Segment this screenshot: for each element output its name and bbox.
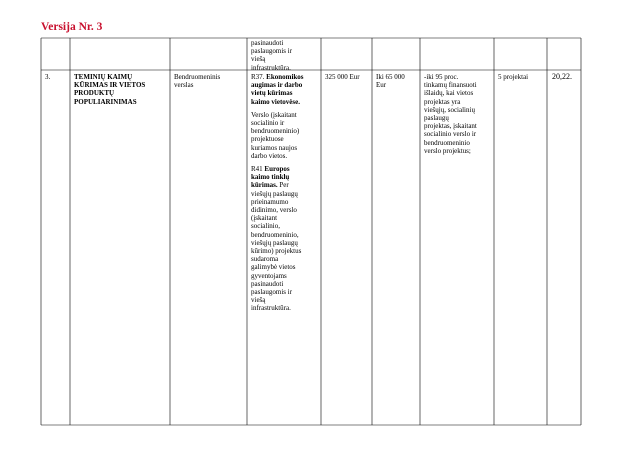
timing: 20,22. [552, 72, 572, 81]
results-indicators: R37. Ekonomikos augimas ir darbo vietų kūrimas kaimo vietovėse. Verslo (įskaitant socialinio ir bendruomeninio) projektuose kuriamos naujos darbo vietos. R41 Europos kaimo tinklų kūrimas. Per viešųjų paslaugų prieinamumo didinimo, verslo (įskaitant socialinio, bendruomeninio, viešųjų paslaugų kūrimo) projektus sudaroma galimybė vietos gyventojams pasinaudoti paslaugomis ir viešą infrastruktūra. [251, 73, 319, 313]
row-title: TEMINIŲ KAIMŲ KŪRIMAS IR VIETOS PRODUKTŲ POPULIARINIMAS [74, 73, 146, 106]
applicant-type: Bendruomeninis verslas [174, 73, 221, 90]
budget-amount: 325 000 Eur [325, 73, 360, 81]
projects-count: 5 projektai [498, 73, 529, 81]
version-label: Versija Nr. 3 [41, 21, 103, 33]
row-number: 3. [45, 73, 51, 81]
r37-body: Verslo (įskaitant socialinio ir bendruomeninio) projektuose kuriamos naujos darbo vietos. [251, 110, 300, 160]
top-row-col4-text: pasinaudoti paslaugomis ir viešą infrastruktūra. [251, 39, 293, 72]
r41-heading: R41 Europos [251, 165, 290, 174]
r37-heading: R37. Ekonomikos [251, 73, 304, 81]
max-support-amount: Iki 65 000 Eur [376, 73, 405, 90]
r41-block: R41 Europos kaimo tinklų kūrimas. Per viešųjų paslaugų prieinamumo didinimo, verslo (įskaitant socialinio, bendruomeninio, viešųjų paslaugų kūrimo) projektus sudaroma galimybė vietos gyventojams pasinaudoti paslaugomis ir viešą infrastruktūra. [251, 165, 319, 313]
support-conditions: -iki 95 proc. tinkamų finansuoti išlaidų, kai vietos projektas yra viešųjų, socialinių paslaugų projektas, įskaitant socialinio verslo ir bendruomeninio verslo projektus; [424, 73, 477, 155]
